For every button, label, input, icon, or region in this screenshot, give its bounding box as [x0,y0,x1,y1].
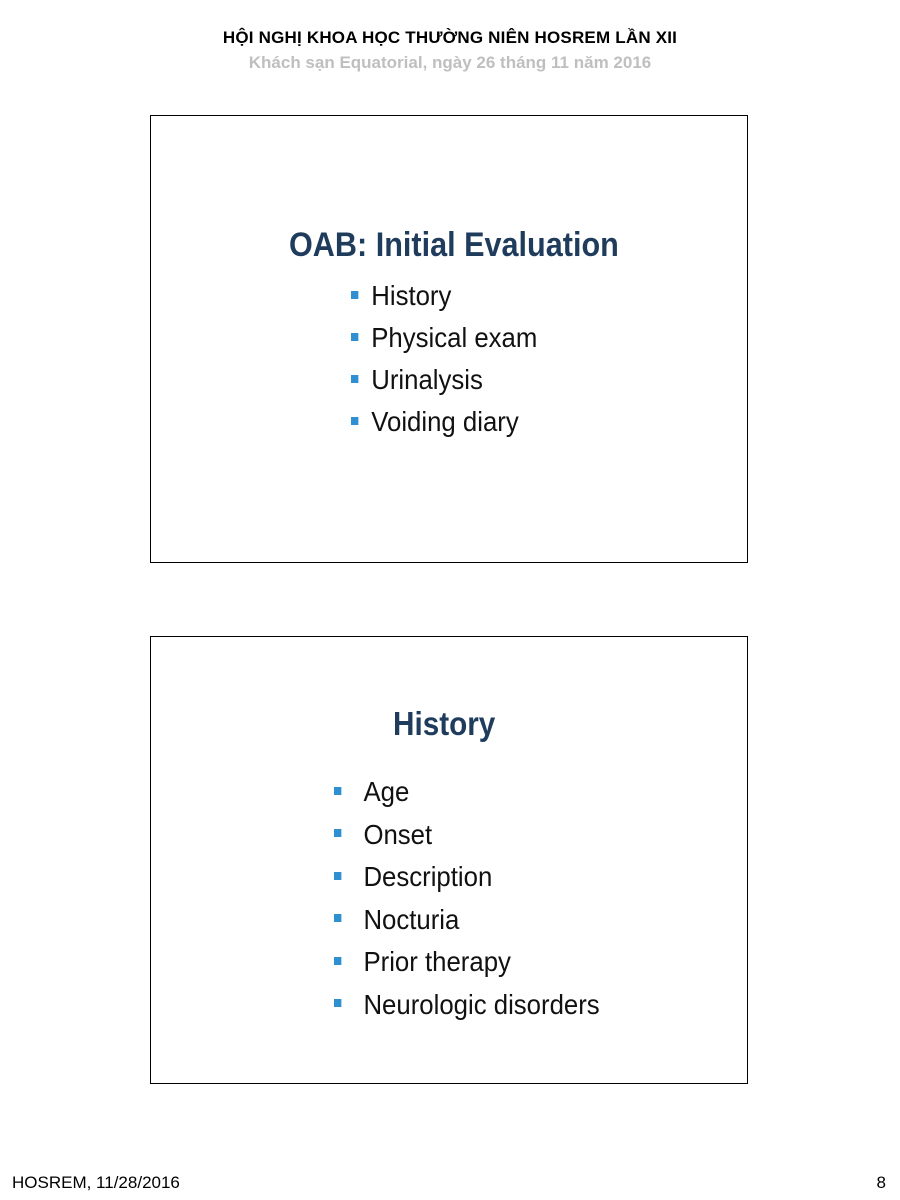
bullet-item [334,772,600,815]
bullet-text: Age [363,776,410,807]
bullet-item [351,276,537,318]
slide-title: History [393,705,496,742]
bullet-item [334,815,600,858]
bullet-item [351,360,537,402]
bullet-text: Onset [363,818,433,850]
square-bullet-icon [351,417,358,425]
bullet-list [351,276,554,444]
square-bullet-icon [334,872,341,880]
bullet-text: Neurologic disorders [363,988,600,1020]
bullet-item [334,900,600,943]
conference-subtitle: Khách sạn Equatorial, ngày 26 tháng 11 năm 2016 [248,53,652,72]
bullet-text: Urinalysis [371,364,483,395]
footer-date: HOSREM, 11/28/2016 [12,1173,180,1192]
bullet-item [334,942,600,985]
bullet-text: History [371,280,452,311]
bullet-item [334,857,600,900]
bullet-item [351,402,537,444]
slide-oab-initial-evaluation [150,115,748,563]
slide-history [150,636,748,1084]
square-bullet-icon [334,999,341,1007]
bullet-list [334,772,623,1027]
bullet-text: Physical exam [371,322,538,353]
bullet-text: Nocturia [363,903,460,935]
square-bullet-icon [334,914,341,922]
slide-title: OAB: Initial Evaluation [289,226,619,264]
bullet-text: Description [363,861,493,892]
square-bullet-icon [334,829,341,837]
page-number: 8 [876,1173,886,1192]
bullet-item [351,318,537,360]
bullet-text: Voiding diary [371,406,519,437]
square-bullet-icon [334,957,341,965]
bullet-text: Prior therapy [363,946,511,977]
conference-title: HỘI NGHỊ KHOA HỌC THƯỜNG NIÊN HOSREM LẦN XII [222,28,678,47]
square-bullet-icon [334,787,341,795]
square-bullet-icon [351,291,358,299]
bullet-item [334,985,600,1028]
square-bullet-icon [351,333,358,341]
square-bullet-icon [351,375,358,383]
